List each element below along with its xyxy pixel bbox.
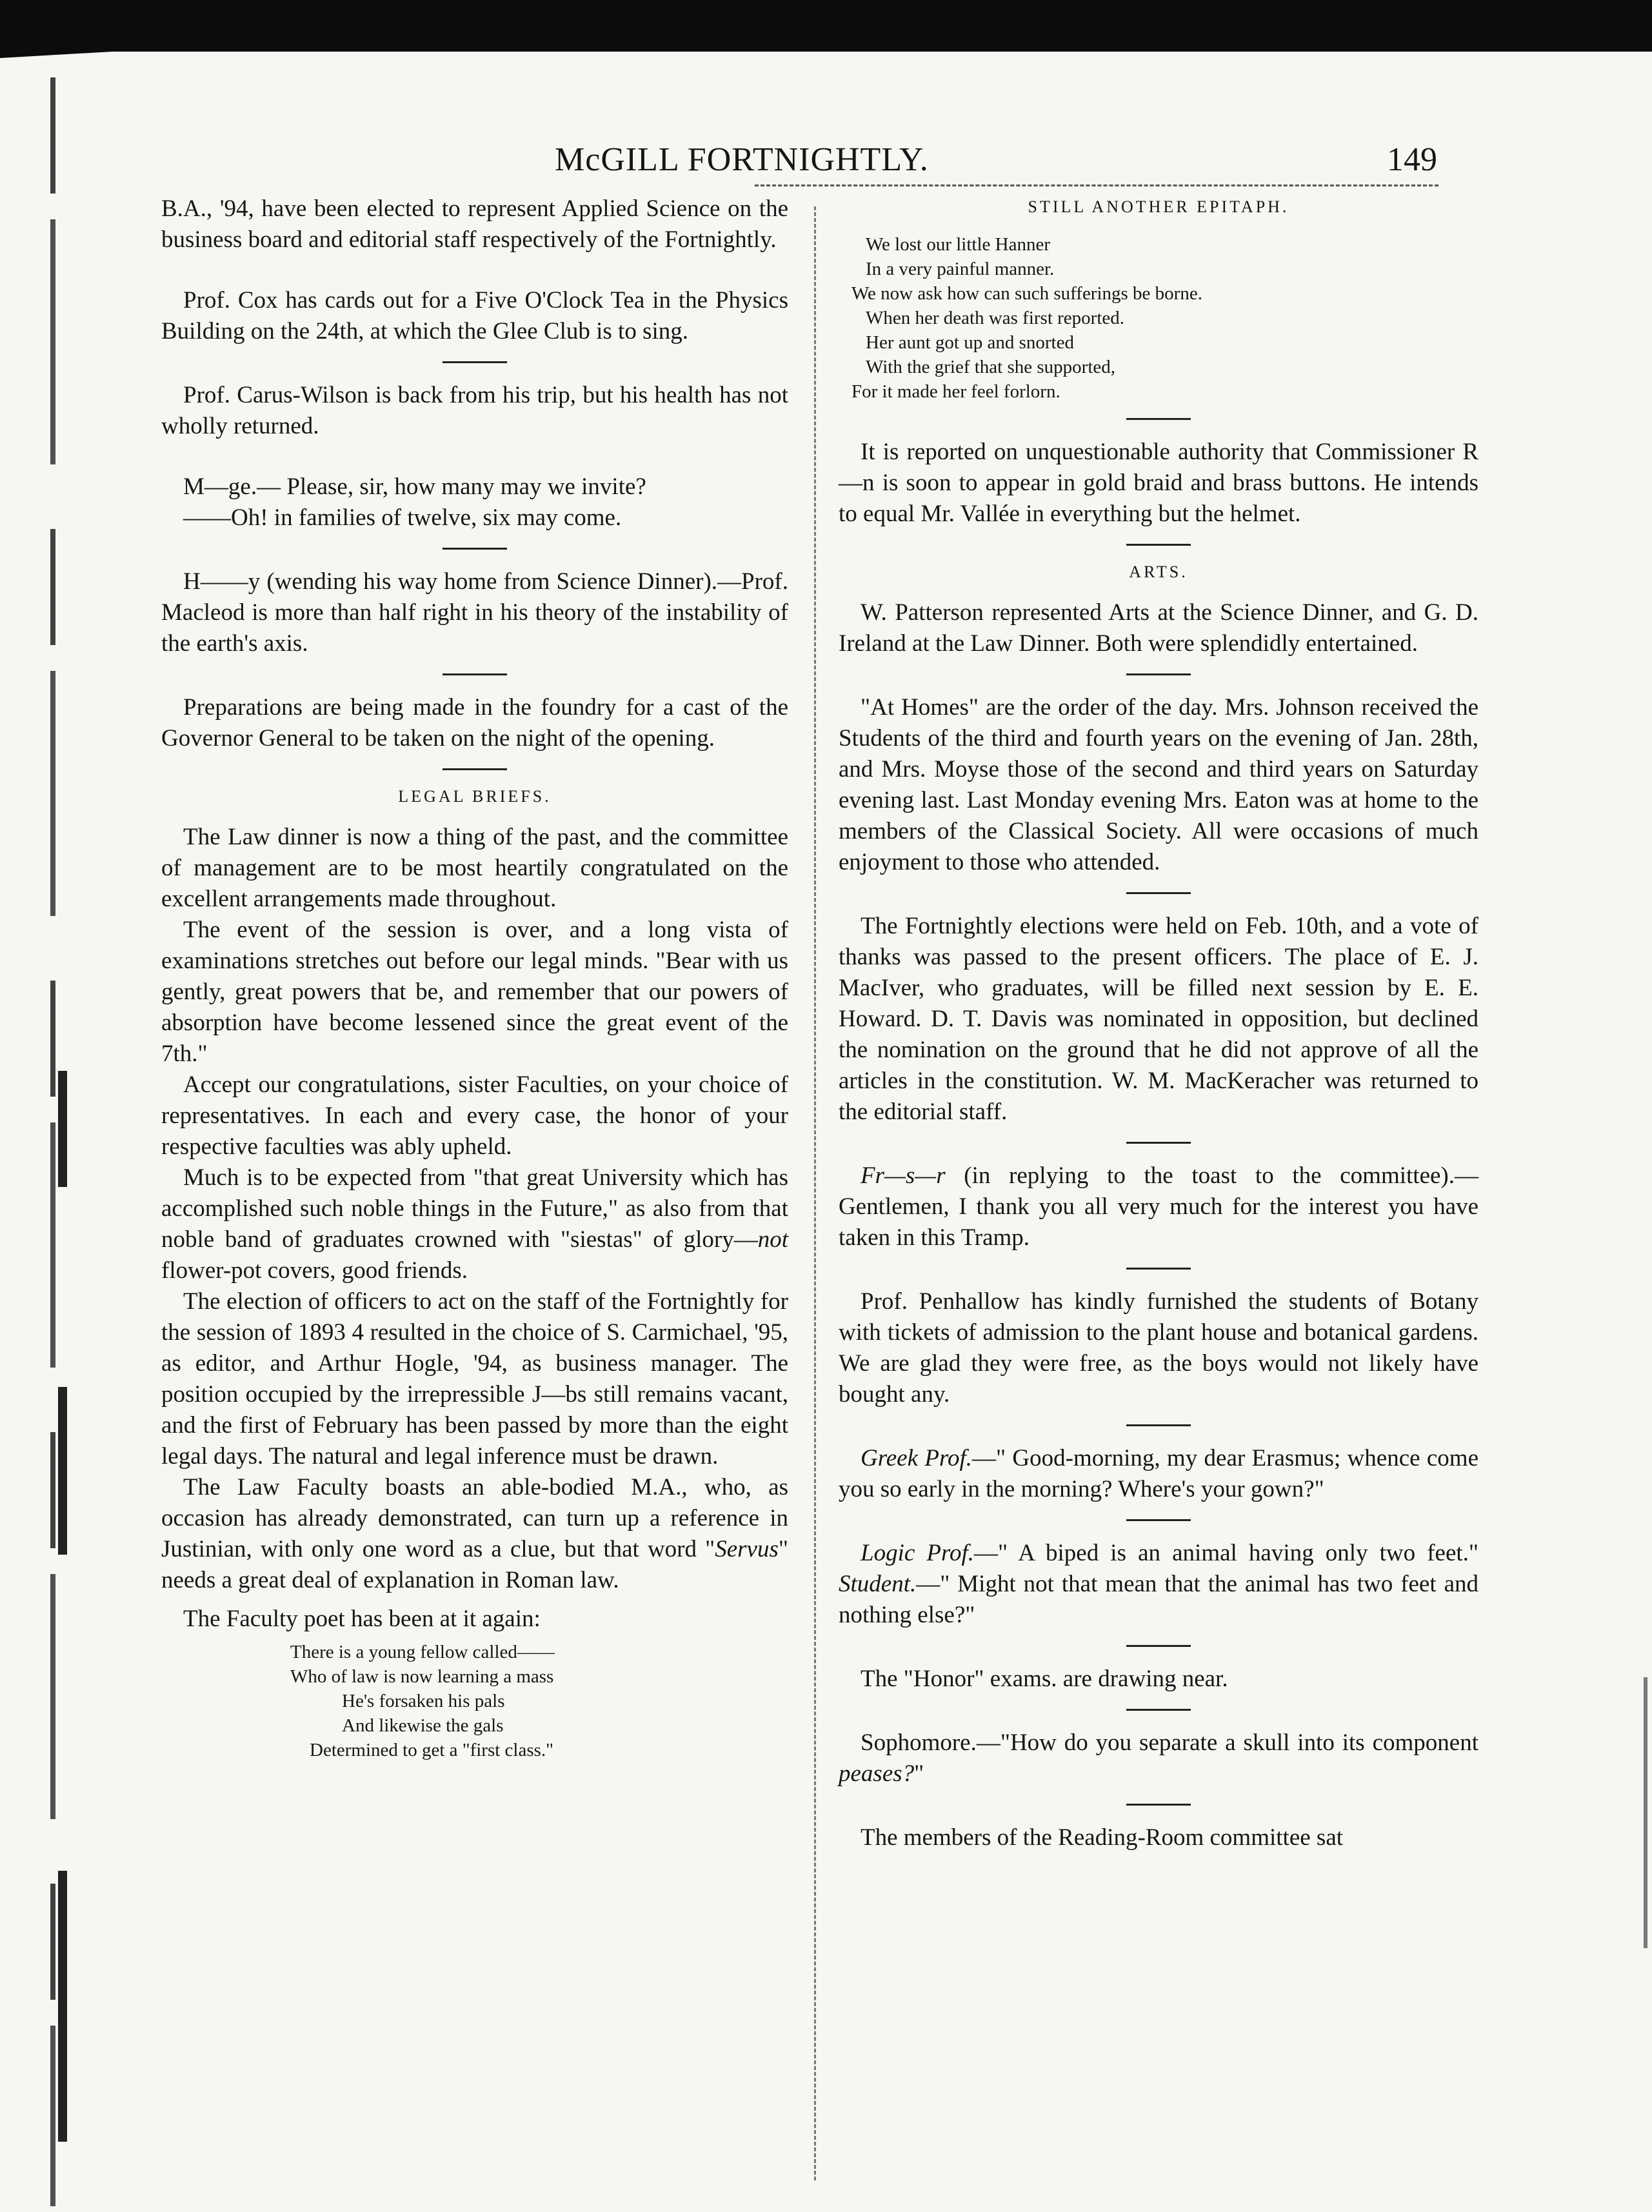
text-run: (in replying to the toast to the committee).—Gentlemen, I thank you all very much for the interest you have taken in this Tramp. [839, 1162, 1478, 1251]
separator-rule [1126, 418, 1191, 420]
text-run: Much is to be expected from "that great University which has accomplished such noble things in the Future," as also from that noble band of graduates crowned with "siestas" of glory— [161, 1164, 788, 1253]
paragraph: Prof. Carus-Wilson is back from his trip, but his health has not wholly returned. [161, 382, 788, 439]
separator-rule [1126, 544, 1191, 546]
separator-rule [443, 768, 507, 770]
left-column [161, 194, 788, 1762]
epitaph-poem [851, 232, 1478, 404]
section-heading-epitaph: STILL ANOTHER EPITAPH. [1028, 197, 1289, 216]
page-number: 149 [1387, 141, 1437, 178]
dialogue-line: ——Oh! in families of twelve, six may come. [183, 504, 622, 531]
paragraph: B.A., '94, have been elected to represent Applied Science on the business board and editorial staff respectively of the Fortnightly. [161, 195, 788, 253]
paragraph: Accept our congratulations, sister Faculties, on your choice of representatives. In each and every case, the honor of your respective faculties was ably upheld. [161, 1071, 788, 1160]
separator-rule [1126, 1709, 1191, 1711]
text-run: flower-pot covers, good friends. [161, 1257, 468, 1284]
binding-speck [58, 1387, 67, 1555]
poem-line: We lost our little Hanner [866, 234, 1050, 255]
separator-rule [1126, 1519, 1191, 1521]
italic-text: not [757, 1226, 788, 1253]
poem-line: In a very painful manner. [866, 259, 1055, 279]
text-run: The Law Faculty boasts an able-bodied M.A., who, as occasion has already demonstrated, can turn up a reference in Justinian, with only one word as a clue, but that word " [161, 1474, 788, 1562]
paragraph: The Faculty poet has been at it again: [183, 1606, 541, 1632]
paragraph: Prof. Cox has cards out for a Five O'Clock Tea in the Physics Building on the 24th, at which the Glee Club is to sing. [161, 287, 788, 344]
poem-line: For it made her feel forlorn. [851, 381, 1060, 402]
poem-line: Who of law is now learning a mass [290, 1666, 554, 1687]
italic-text: Greek Prof. [861, 1445, 972, 1471]
poem-line: With the grief that she supported, [866, 357, 1116, 377]
italic-text: Student. [839, 1571, 917, 1597]
binding-speck [58, 1871, 67, 2142]
dialogue-line: M—ge.— Please, sir, how many may we invite? [183, 473, 646, 500]
separator-rule [1126, 673, 1191, 675]
poem-line: Determined to get a "first class." [310, 1740, 554, 1760]
paragraph: Preparations are being made in the foundry for a cast of the Governor General to be taken on the night of the opening. [161, 694, 788, 752]
binding-speck [58, 1071, 67, 1187]
paragraph: H——y (wending his way home from Science Dinner).—Prof. Macleod is more than half right in his theory of the instability of the earth's axis. [161, 568, 788, 657]
separator-rule [1126, 1645, 1191, 1647]
text-run: Sophomore.—"How do you separate a skull into its component [861, 1729, 1478, 1756]
binding-edge-right [1644, 1677, 1647, 1948]
binding-edge-left [50, 77, 55, 2206]
poem-line: And likewise the gals [342, 1715, 504, 1736]
poem-line: When her death was first reported. [866, 308, 1125, 328]
poem-line: Her aunt got up and snorted [866, 332, 1074, 353]
spacer [161, 255, 788, 285]
paragraph: The election of officers to act on the staff of the Fortnightly for the session of 1893 4 resulted in the choice of S. Carmichael, '95, as editor, and Arthur Hogle, '94, as business manager. The position occupied by the irrepressible J—bs still remains vacant, and the first of February has been passed by more than the eight legal days. The natural and legal inference must be drawn. [161, 1288, 788, 1470]
paragraph [839, 1538, 1478, 1631]
text-run: " needs a great deal of explanation in Roman law. [161, 1536, 788, 1593]
limerick [290, 1640, 788, 1762]
paragraph [839, 1161, 1478, 1253]
poem-line: He's forsaken his pals [342, 1691, 505, 1711]
separator-rule [1126, 1804, 1191, 1806]
paragraph [161, 1472, 788, 1596]
header-rule [755, 184, 1438, 186]
italic-text: peases? [839, 1760, 915, 1787]
italic-text: Fr—s—r [861, 1162, 946, 1189]
separator-rule [1126, 892, 1191, 894]
paragraph: The members of the Reading-Room committee sat [861, 1824, 1344, 1851]
column-divider [814, 206, 816, 2180]
page-title: McGILL FORTNIGHTLY. [555, 141, 929, 178]
text-run: —" A biped is an animal having only two feet." [974, 1540, 1478, 1566]
text-run: —" Might not that mean that the animal has two feet and nothing else?" [839, 1571, 1478, 1628]
paragraph: The Law dinner is now a thing of the past, and the committee of management are to be most heartily congratulated on the excellent arrangements made throughout. [161, 824, 788, 912]
section-heading-arts: ARTS. [1129, 563, 1188, 581]
separator-rule [1126, 1424, 1191, 1426]
separator-rule [443, 673, 507, 675]
paragraph: The Fortnightly elections were held on Feb. 10th, and a vote of thanks was passed to the present officers. The place of E. J. MacIver, who graduates, will be filled next session by E. E. Howard. D. T. Davis was nominated in opposition, but declined the nomination on the ground that he did not approve of all the articles in the constitution. W. M. MacKeracher was returned to the editorial staff. [839, 913, 1478, 1125]
paragraph: W. Patterson represented Arts at the Science Dinner, and G. D. Ireland at the Law Dinner. Both were splendidly entertained. [839, 599, 1478, 657]
section-heading-legal-briefs: LEGAL BRIEFS. [398, 787, 552, 806]
paragraph [839, 1728, 1478, 1789]
separator-rule [443, 548, 507, 550]
paragraph: The event of the session is over, and a long vista of examinations stretches out before our legal minds. "Bear with us gently, great powers that be, and remember that our powers of absorption have become lessened since the great event of the 7th." [161, 917, 788, 1067]
paragraph: The "Honor" exams. are drawing near. [861, 1666, 1228, 1692]
separator-rule [1126, 1268, 1191, 1270]
paragraph: Prof. Penhallow has kindly furnished the students of Botany with tickets of admission to the plant house and botanical gardens. We are glad they were free, as the boys would not likely have bought any. [839, 1288, 1478, 1408]
italic-text: Servus [715, 1536, 779, 1562]
text-run: —" Good-morning, my dear Erasmus; whence come you so early in the morning? Where's your gown?" [839, 1445, 1478, 1502]
italic-text: Logic Prof. [861, 1540, 975, 1566]
text-run: " [914, 1760, 924, 1787]
paragraph: It is reported on unquestionable authority that Commissioner R—n is soon to appear in gold braid and brass buttons. He intends to equal Mr. Vallée in everything but the helmet. [839, 439, 1478, 527]
paragraph [161, 1162, 788, 1286]
spacer [161, 442, 788, 472]
poem-line: We now ask how can such sufferings be borne. [851, 283, 1202, 304]
paragraph: "At Homes" are the order of the day. Mrs. Johnson received the Students of the third and fourth years on the evening of Jan. 28th, and Mrs. Moyse those of the second and third years on Saturday evening last. Last Monday evening Mrs. Eaton was at home to the members of the Classical Society. All were occasions of much enjoyment to those who attended. [839, 694, 1478, 875]
separator-rule [1126, 1142, 1191, 1144]
running-head [0, 141, 1652, 186]
poem-line: There is a young fellow called—— [290, 1642, 555, 1662]
separator-rule [443, 361, 507, 363]
right-column [839, 194, 1478, 1853]
paragraph [839, 1443, 1478, 1505]
